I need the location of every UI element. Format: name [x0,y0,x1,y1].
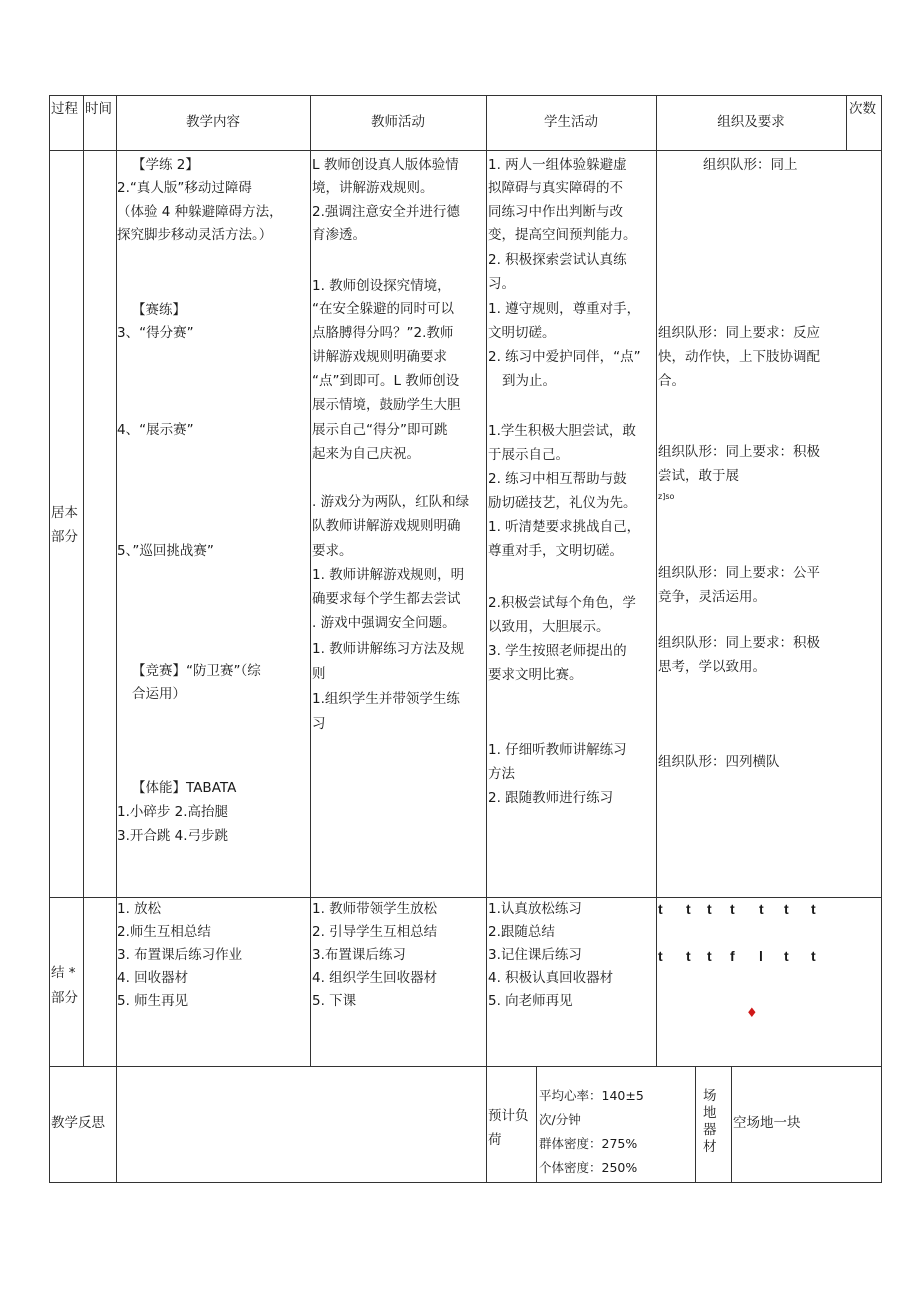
grid-line [881,95,882,1183]
content-line: 合运用） [132,686,186,702]
teacher-line: 1.组织学生并带领学生练 [312,691,460,707]
venue-value: 空场地一块 [733,1115,801,1131]
student-marker: l [759,948,763,964]
grid-line [49,95,50,1183]
end-content-line: 2.师生互相总结 [117,924,211,940]
student-marker: f [730,948,735,964]
content-line: 4、“展示赛” [117,422,194,438]
content-line: 2.“真人版”移动过障碍 [117,180,252,196]
org-line: 快，动作快，上下肢协调配 [658,349,820,365]
individual-density: 个体密度：250% [539,1160,638,1175]
student-marker: t [707,948,712,964]
student-marker: t [658,901,663,917]
teacher-line: 讲解游戏规则明确要求 [312,349,447,365]
grid-line [536,1066,537,1182]
grid-line [49,95,882,96]
student-marker: t [759,901,764,917]
grid-line [49,1066,882,1067]
org-line: 组织队形：同上要求：积极 [658,635,820,651]
student-marker: t [811,901,816,917]
teacher-line: 习 [312,716,326,732]
teacher-line: 队教师讲解游戏规则明确 [312,518,461,534]
student-line: 励切磋技艺，礼仪为先。 [488,495,637,511]
teacher-line: 要求。 [312,543,353,559]
student-line: 1. 两人一组体验躲避虚 [488,157,627,173]
content-line: 【竞赛】“防卫赛”（综 [132,663,261,679]
student-line: 以致用，大胆展示。 [488,619,610,635]
grid-line [656,95,657,1067]
grid-line [49,1182,882,1183]
teacher-line: 确要求每个学生都去尝试 [312,591,461,607]
teacher-line: L 教师创设真人版体验情 [312,157,459,173]
student-line: 1. 听清楚要求挑战自己， [488,519,641,535]
header-time: 时间 [85,101,112,117]
student-line: 2. 积极探索尝试认真练 [488,252,627,268]
student-marker: t [730,901,735,917]
section-label-end-part: 部分 [51,990,78,1006]
student-line: 2. 练习中相互帮助与鼓 [488,471,627,487]
end-teacher-line: 3.布置课后练习 [312,947,406,963]
grid-line [846,95,847,151]
org-line: 组织队形：同上要求：积极 [658,444,820,460]
student-marker: t [686,901,691,917]
student-line: 于展示自己。 [488,447,569,463]
teacher-line: “点”到即可。L 教师创设 [312,373,460,389]
end-student-line: 4. 积极认真回收器材 [488,970,614,986]
teacher-line: 展示情境，鼓励学生大胆 [312,397,461,413]
grid-line [49,150,882,151]
org-line: 组织队形：同上要求：反应 [658,325,820,341]
grid-line [116,1066,117,1182]
content-line: 5、”巡回挑战赛” [117,543,214,559]
end-student-line: 3.记住课后练习 [488,947,582,963]
org-line: 竞争，灵活运用。 [658,589,766,605]
reflection-label: 教学反思 [51,1115,105,1131]
teacher-line: . 游戏分为两队，红队和绿 [312,494,470,510]
teacher-line: 展示自己“得分”即可跳 [312,422,448,438]
content-line: （体验 4 种躲避障碍方法， [117,204,283,220]
content-line: 探究脚步移动灵活方法。） [117,227,273,243]
grid-line [731,1066,732,1182]
org-line: 组织队形：同上 [703,157,798,173]
header-teacher: 教师活动 [371,114,425,130]
student-line: 1. 仔细听教师讲解练习 [488,742,627,758]
content-line: 3、“得分赛” [117,325,194,341]
header-count: 次数 [849,101,876,117]
teacher-line: 1. 教师创设探究情境， [312,278,451,294]
heart-rate-unit: 次/分钟 [539,1112,581,1127]
section-label-end: 结 * [51,965,76,981]
student-line: 要求文明比赛。 [488,667,583,683]
content-line: 【体能】TABATA [132,780,237,796]
content-line: 【赛练】 [132,302,186,318]
student-line: 尊重对手，文明切磋。 [488,543,623,559]
student-marker: t [811,948,816,964]
student-marker: t [658,948,663,964]
student-marker: t [686,948,691,964]
org-line: 组织队形：四列横队 [658,754,780,770]
grid-line [310,95,311,1067]
student-line: 方法 [488,766,515,782]
student-line: 2. 跟随教师进行练习 [488,790,614,806]
teacher-line: 2.强调注意安全并进行德 [312,204,460,220]
venue-label: 场地器材 [703,1088,717,1155]
load-label: 预计负荷 [488,1108,529,1148]
student-line: 2. 练习中爱护同伴，“点” [488,349,641,365]
header-student: 学生活动 [544,114,598,130]
grid-line [486,1066,487,1182]
student-line: 到为止。 [502,373,556,389]
teacher-line: . 游戏中强调安全问题。 [312,615,456,631]
student-marker: t [707,901,712,917]
group-density: 群体密度：275% [539,1136,638,1151]
end-teacher-line: 5. 下课 [312,993,357,1009]
student-marker: t [784,948,789,964]
end-content-line: 5. 师生再见 [117,993,189,1009]
end-teacher-line: 4. 组织学生回收器材 [312,970,438,986]
grid-line [486,95,487,1067]
teacher-line: 1. 教师讲解游戏规则，明 [312,567,465,583]
org-line: 组织队形：同上要求：公平 [658,565,820,581]
end-content-line: 4. 回收器材 [117,970,189,986]
org-line: 尝试，敢于展 [658,468,739,484]
header-organization: 组织及要求 [717,114,785,130]
teacher-line: 1. 教师讲解练习方法及规 [312,641,465,657]
end-teacher-line: 1. 教师带领学生放松 [312,901,438,917]
student-line: 变，提高空间预判能力。 [488,227,637,243]
content-line: 【学练 2】 [132,157,199,173]
teacher-line: 点胳膊得分吗？”2.教师 [312,325,454,341]
end-teacher-line: 2. 引导学生互相总结 [312,924,438,940]
grid-line [695,1066,696,1182]
heart-rate: 平均心率：140±5 [539,1088,644,1103]
teacher-line: “在安全躲避的同时可以 [312,301,454,317]
student-line: 文明切磋。 [488,325,556,341]
end-student-line: 1.认真放松练习 [488,901,582,917]
student-line: 同练习中作出判断与改 [488,204,623,220]
grid-line [49,897,882,898]
teacher-line: 育渗透。 [312,227,366,243]
content-line: 3.开合跳 4.弓步跳 [117,828,229,844]
student-line: 2.积极尝试每个角色，学 [488,595,636,611]
end-content-line: 1. 放松 [117,901,162,917]
student-line: 拟障碍与真实障碍的不 [488,180,623,196]
student-marker: t [784,901,789,917]
teacher-line: 起来为自己庆祝。 [312,446,420,462]
student-line: 习。 [488,276,515,292]
header-content: 教学内容 [186,114,240,130]
teacher-line: 境，讲解游戏规则。 [312,180,434,196]
header-process: 过程 [51,101,78,117]
org-line: 合。 [658,373,685,389]
student-line: 3. 学生按照老师提出的 [488,643,627,659]
student-line: 1.学生积极大胆尝试，敢 [488,423,636,439]
teacher-line: 则 [312,666,326,682]
content-line: 1.小碎步 2.高抬腿 [117,804,229,820]
org-line: 思考，学以致用。 [658,659,766,675]
end-student-line: 5. 向老师再见 [488,993,573,1009]
grid-line [83,95,84,1067]
student-line: 1. 遵守规则，尊重对手， [488,301,641,317]
teacher-diamond-icon: ♦ [746,1006,758,1021]
org-line: z]so [658,492,675,501]
end-student-line: 2.跟随总结 [488,924,555,940]
end-content-line: 3. 布置课后练习作业 [117,947,243,963]
section-label-basic: 居本部分 [51,505,78,545]
